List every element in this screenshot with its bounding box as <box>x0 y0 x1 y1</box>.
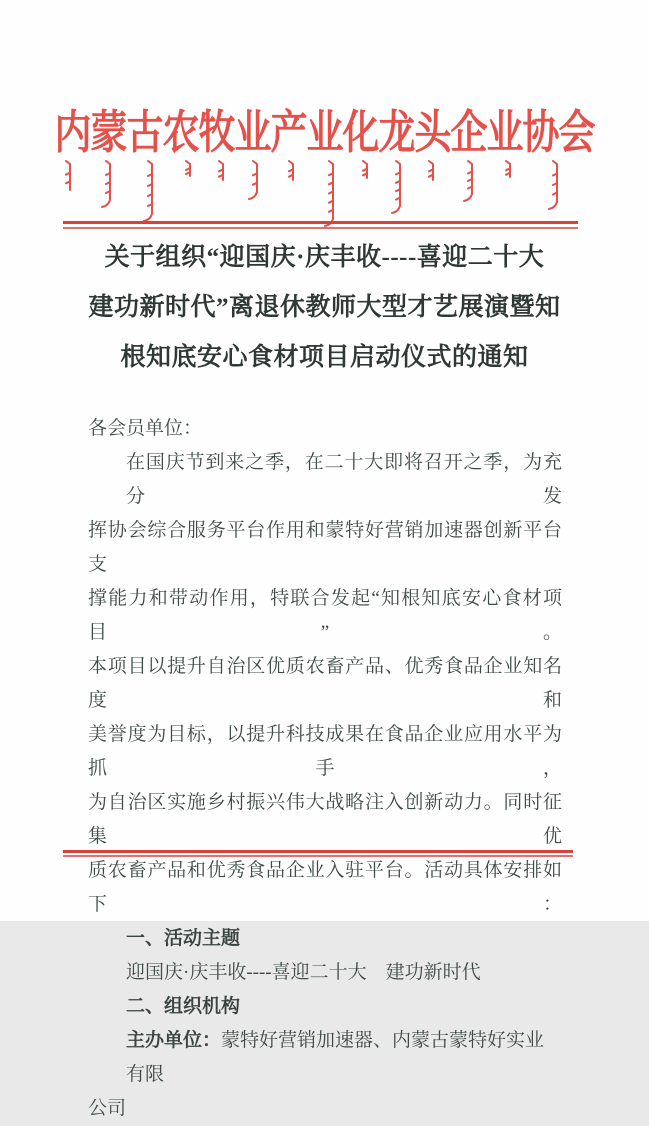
organizer-label: 主办单位： <box>126 1030 222 1051</box>
paragraph-line: 在国庆节到来之季，在二十大即将召开之季，为充分发 <box>126 452 562 507</box>
paragraph-line: 挥协会综合服务平台作用和蒙特好营销加速器创新平台支 <box>88 520 562 575</box>
section-1-content: 迎国庆·庆丰收----喜迎二十大 建功新时代 <box>126 962 481 983</box>
paragraph-line: 质农畜产品和优秀食品企业入驻平台。活动具体安排如下： <box>88 860 562 915</box>
organizer-line <box>88 1024 562 1092</box>
paragraph-line: 为自治区实施乡村振兴伟大战略注入创新动力。同时征集优 <box>88 792 562 847</box>
notice-title-line-2: 建功新时代”离退休教师大型才艺展演暨知 <box>88 294 561 321</box>
organizer-line-wrap: 公司 <box>88 1098 127 1119</box>
organizer-value: 蒙特好营销加速器、内蒙古蒙特好实业有限 <box>126 1030 545 1085</box>
paragraph-line: 撑能力和带动作用，特联合发起“知根知底安心食材项目”。 <box>88 588 562 643</box>
mongolian-script-subtitle <box>0 158 649 222</box>
letterhead-divider-rule <box>63 221 578 229</box>
notice-title-line-1: 关于组织“迎国庆·庆丰收----喜迎二十大 <box>104 244 545 271</box>
section-2-heading: 二、组织机构 <box>126 996 241 1017</box>
salutation: 各会员单位： <box>88 418 203 439</box>
notice-title-line-3: 根知底安心食材项目启动仪式的通知 <box>120 344 529 371</box>
paragraph-line: 本项目以提升自治区优质农畜产品、优秀食品企业知名度和 <box>88 656 562 711</box>
letterhead-org-name: 内蒙古农牧业产业化龙头企业协会 <box>54 107 595 159</box>
paragraph-line: 美誉度为目标，以提升科技成果在食品企业应用水平为抓手， <box>88 724 562 779</box>
section-1-heading: 一、活动主题 <box>126 928 241 949</box>
footer-divider-rule <box>63 850 573 857</box>
mongolian-script-glyphs <box>0 158 649 222</box>
notice-body <box>88 412 562 1126</box>
notice-title <box>0 233 649 383</box>
